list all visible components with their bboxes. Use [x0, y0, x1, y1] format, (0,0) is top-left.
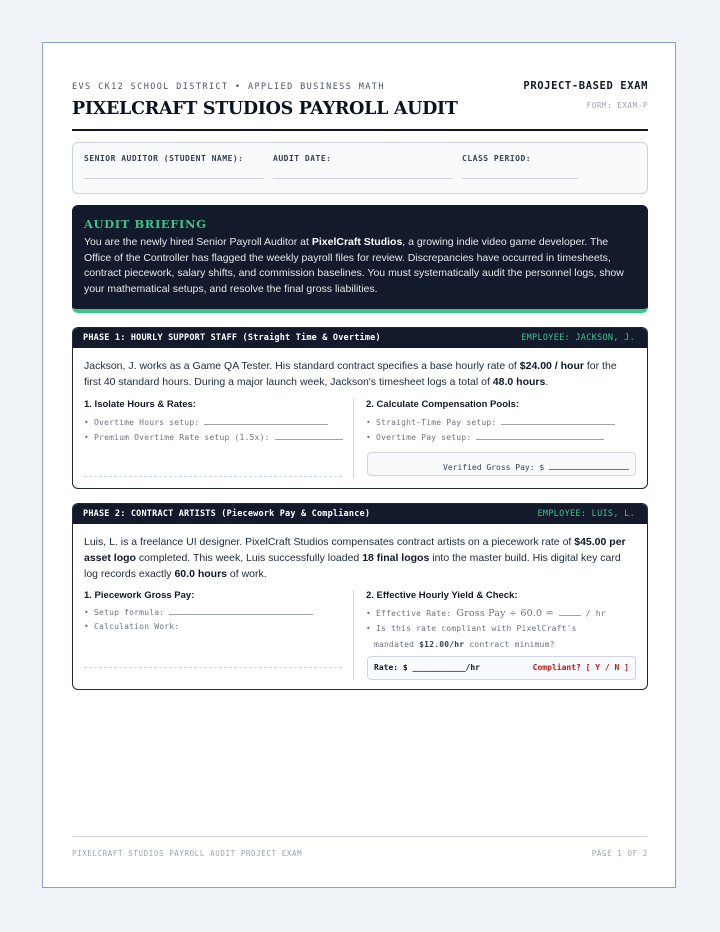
- overtime-hours-item[interactable]: • Overtime Hours setup:: [84, 416, 328, 427]
- phase-2-left-heading: 1. Piecework Gross Pay:: [84, 590, 195, 601]
- phase-2-divider: [353, 590, 354, 680]
- compliance-question-line-2: mandated $12.00/hr contract minimum?: [374, 640, 555, 649]
- audit-briefing: [72, 205, 648, 313]
- phase-1-section: [72, 327, 648, 489]
- verified-gross-pay: Verified Gross Pay: $: [443, 461, 629, 472]
- page-number: PAGE 1 OF 2: [591, 849, 648, 858]
- phase-1-right-heading: 2. Calculate Compensation Pools:: [366, 399, 520, 410]
- exam-type: PROJECT-BASED EXAM: [523, 80, 648, 92]
- compliance-question-line-1: • Is this rate compliant with PixelCraft's: [366, 624, 577, 633]
- minimum-wage: $12.00/hr: [419, 640, 465, 649]
- phase-2-header: [73, 504, 647, 524]
- footer-rule: [72, 836, 648, 837]
- compliant-answer[interactable]: Compliant? [ Y / N ]: [532, 663, 629, 672]
- exam-sheet: [42, 42, 676, 888]
- phase-1-employee: EMPLOYEE: JACKSON, J.: [521, 333, 635, 343]
- phase-1-rate: $24.00 / hour: [519, 360, 584, 372]
- phase-2-description: Luis, L. is a freelance UI designer. PixelCraft Studios compensates contract artists on a piecework rate of $45.00 per asset logo completed. This week, Luis successfully loaded 18 final logos into the master build. His digital key card log records exactly 60.0 hours of work.: [84, 536, 626, 580]
- straight-time-item[interactable]: • Straight-Time Pay setup:: [366, 416, 615, 427]
- student-info-box: [72, 142, 648, 194]
- form-code: FORM: EXAM-P: [586, 101, 648, 110]
- title-rule: [72, 129, 648, 131]
- student-name-label: SENIOR AUDITOR (STUDENT NAME):: [84, 154, 244, 163]
- class-period-field[interactable]: [462, 178, 578, 179]
- phase-1-left-heading: 1. Isolate Hours & Rates:: [84, 399, 196, 410]
- phase-1-answer-line: [84, 476, 342, 477]
- briefing-heading: AUDIT BRIEFING: [84, 217, 207, 231]
- phase-2-title: PHASE 2: CONTRACT ARTISTS (Piecework Pay & Compliance): [83, 509, 371, 519]
- footer-title: PIXELCRAFT STUDIOS PAYROLL AUDIT PROJECT EXAM: [72, 849, 303, 858]
- overtime-pay-item[interactable]: • Overtime Pay setup:: [366, 431, 604, 442]
- setup-formula-item[interactable]: • Setup formula:: [84, 606, 313, 617]
- phase-2-hours: 60.0 hours: [174, 568, 227, 580]
- phase-1-header: [73, 328, 647, 348]
- phase-2-logos: 18 final logos: [362, 552, 430, 564]
- briefing-text: You are the newly hired Senior Payroll Auditor at PixelCraft Studios, a growing indie video game developer. The Office of the Controller has flagged the weekly payroll files for review. Discrepancies have occurred in timesheets, contract piecework, salary shifts, and commission baselines. You must systematically audit the personnel logs, show your mathematical setups, and resolve the final gross liabilities.: [84, 236, 624, 295]
- phase-1-title: PHASE 1: HOURLY SUPPORT STAFF (Straight Time & Overtime): [83, 333, 381, 343]
- effective-rate-equation: Gross Pay ÷ 60.0 =: [456, 608, 554, 619]
- rate-compliance-box[interactable]: [367, 656, 636, 680]
- phase-2-employee: EMPLOYEE: LUIS, L.: [537, 509, 635, 519]
- phase-2-rate: $45.00 per asset logo: [84, 536, 626, 564]
- company-name: PixelCraft Studios: [311, 236, 403, 248]
- page-title: PIXELCRAFT STUDIOS PAYROLL AUDIT: [72, 99, 458, 119]
- phase-2-section: [72, 503, 648, 690]
- class-period-label: CLASS PERIOD:: [462, 154, 532, 163]
- verified-gross-pay-box[interactable]: [367, 452, 636, 476]
- phase-1-description: Jackson, J. works as a Game QA Tester. His standard contract specifies a base hourly rate of $24.00 / hour for the first 40 standard hours. During a major launch week, Jackson's timesheet logs a total of 48.0 hours.: [84, 360, 617, 388]
- rate-answer[interactable]: Rate: $ ___________/hr: [374, 663, 480, 672]
- effective-rate-item[interactable]: • Effective Rate: Gross Pay ÷ 60.0 = / hr: [366, 608, 606, 619]
- calculation-work-item[interactable]: • Calculation Work:: [84, 622, 180, 631]
- audit-date-label: AUDIT DATE:: [273, 154, 332, 163]
- phase-1-hours: 48.0 hours: [492, 376, 546, 388]
- phase-2-right-heading: 2. Effective Hourly Yield & Check:: [366, 590, 518, 601]
- student-name-field[interactable]: [84, 178, 264, 179]
- audit-date-field[interactable]: [273, 178, 453, 179]
- phase-2-answer-line: [84, 667, 342, 668]
- overtime-rate-item[interactable]: • Premium Overtime Rate setup (1.5x):: [84, 431, 343, 442]
- phase-1-divider: [353, 399, 354, 479]
- district-label: EVS CK12 SCHOOL DISTRICT • APPLIED BUSINESS MATH: [72, 82, 385, 92]
